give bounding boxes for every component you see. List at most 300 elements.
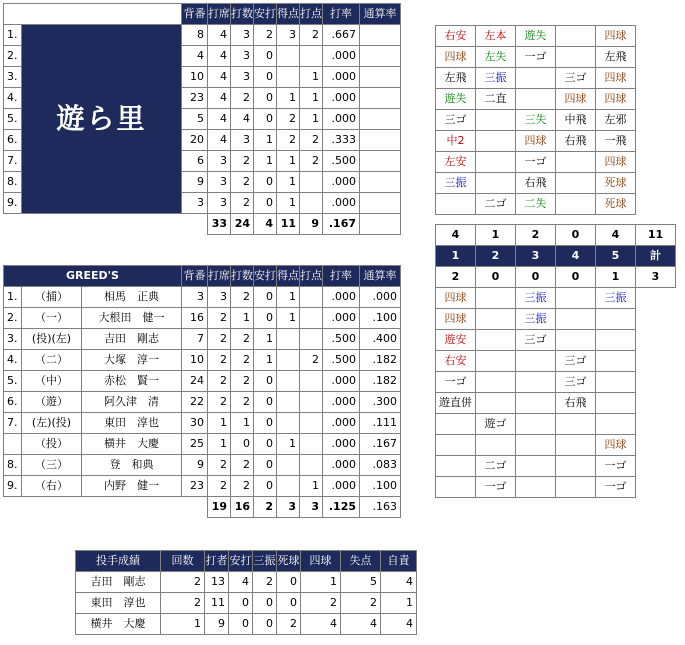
stat-ab: 3 <box>231 25 254 46</box>
order-number: 8. <box>4 455 22 476</box>
stat-cavg: .100 <box>360 308 401 329</box>
stat-avg: .667 <box>323 25 360 46</box>
play-result <box>516 477 556 498</box>
player-name: 大塚 淳一 <box>82 350 182 371</box>
stat-rbi <box>300 287 323 308</box>
column-header: 背番 <box>182 266 208 287</box>
pitching-stat: 0 <box>229 593 253 614</box>
column-header: 回数 <box>161 551 205 572</box>
stat-r <box>277 350 300 371</box>
play-result: 三振 <box>516 309 556 330</box>
play-result: 遊直併 <box>436 393 476 414</box>
table-row <box>4 350 401 371</box>
order-number <box>4 434 22 455</box>
score-team2: 0 <box>516 267 556 288</box>
play-result <box>596 393 636 414</box>
stat-rbi <box>300 193 323 214</box>
play-row <box>436 393 636 414</box>
play-result <box>596 351 636 372</box>
stat-avg: .000 <box>323 392 360 413</box>
inning-number: 1 <box>436 246 476 267</box>
player-name: 大根田 健一 <box>82 308 182 329</box>
total-ab: 16 <box>231 497 254 518</box>
stat-rbi: 2 <box>300 151 323 172</box>
play-result <box>476 372 516 393</box>
play-result <box>516 414 556 435</box>
play-result: 二失 <box>516 194 556 215</box>
play-row <box>436 351 636 372</box>
stat-num: 6 <box>182 151 208 172</box>
stat-r <box>277 413 300 434</box>
play-result <box>476 330 516 351</box>
pitching-stat: 1 <box>301 572 341 593</box>
stat-h: 1 <box>254 130 277 151</box>
stat-rbi: 1 <box>300 88 323 109</box>
table-row <box>4 455 401 476</box>
stat-cavg <box>360 193 401 214</box>
column-header: 打点 <box>300 266 323 287</box>
order-number: 9. <box>4 476 22 497</box>
table-row <box>4 476 401 497</box>
play-result: 三振 <box>596 288 636 309</box>
stat-num: 9 <box>182 455 208 476</box>
order-number: 6. <box>4 130 22 151</box>
total-rbi: 3 <box>300 497 323 518</box>
play-result: 右飛 <box>556 393 596 414</box>
score-team1: 11 <box>636 225 676 246</box>
score-team1: 1 <box>476 225 516 246</box>
stat-h: 1 <box>254 151 277 172</box>
pitching-stat: 0 <box>253 593 277 614</box>
play-result: 三ゴ <box>436 110 476 131</box>
stat-ab: 3 <box>231 67 254 88</box>
stat-avg: .000 <box>323 193 360 214</box>
stat-pa: 1 <box>208 434 231 455</box>
order-number: 2. <box>4 46 22 67</box>
stat-pa: 4 <box>208 88 231 109</box>
play-result <box>556 173 596 194</box>
play-result <box>436 435 476 456</box>
stat-cavg: .111 <box>360 413 401 434</box>
score-team2: 0 <box>476 267 516 288</box>
table-row <box>4 392 401 413</box>
column-header: 打数 <box>231 266 254 287</box>
column-header: 三振 <box>253 551 277 572</box>
stat-ab: 2 <box>231 151 254 172</box>
stat-cavg <box>360 130 401 151</box>
total-r: 3 <box>277 497 300 518</box>
pitching-stat: 11 <box>205 593 229 614</box>
stat-rbi <box>300 371 323 392</box>
position: （投） <box>22 434 82 455</box>
play-result <box>476 110 516 131</box>
order-number: 9. <box>4 193 22 214</box>
play-row <box>436 288 636 309</box>
stat-ab: 2 <box>231 193 254 214</box>
play-result: 四球 <box>596 26 636 47</box>
stat-cavg <box>360 151 401 172</box>
pitcher-name: 吉田 剛志 <box>76 572 161 593</box>
total-rbi: 9 <box>300 214 323 235</box>
stat-r <box>277 392 300 413</box>
play-result: 遊失 <box>436 89 476 110</box>
stat-cavg: .100 <box>360 476 401 497</box>
play-result <box>556 47 596 68</box>
play-result <box>516 435 556 456</box>
stat-pa: 2 <box>208 308 231 329</box>
stat-rbi: 1 <box>300 67 323 88</box>
order-number: 2. <box>4 308 22 329</box>
stat-cavg <box>360 25 401 46</box>
stat-cavg <box>360 46 401 67</box>
inning-number: 4 <box>556 246 596 267</box>
pitching-stat: 2 <box>161 572 205 593</box>
play-row <box>436 456 636 477</box>
stat-r <box>277 46 300 67</box>
play-result: 右安 <box>436 351 476 372</box>
score-team2: 2 <box>436 267 476 288</box>
play-result <box>436 414 476 435</box>
stat-h: 0 <box>254 455 277 476</box>
stat-pa: 4 <box>208 67 231 88</box>
table-row <box>4 371 401 392</box>
stat-num: 3 <box>182 287 208 308</box>
play-result: 一ゴ <box>436 372 476 393</box>
stat-h: 1 <box>254 329 277 350</box>
header-blank <box>4 4 182 25</box>
column-header: 死球 <box>277 551 301 572</box>
table-row <box>76 572 417 593</box>
score-team1: 4 <box>596 225 636 246</box>
stat-h: 0 <box>254 392 277 413</box>
stat-avg: .000 <box>323 371 360 392</box>
team2-batting-table <box>3 265 401 518</box>
stat-r: 1 <box>277 88 300 109</box>
stat-avg: .000 <box>323 88 360 109</box>
stat-r: 1 <box>277 434 300 455</box>
stat-rbi <box>300 46 323 67</box>
stat-cavg: .083 <box>360 455 401 476</box>
stat-num: 10 <box>182 350 208 371</box>
score-team2: 3 <box>636 267 676 288</box>
stat-r <box>277 455 300 476</box>
stat-num: 23 <box>182 476 208 497</box>
stat-pa: 2 <box>208 371 231 392</box>
stat-num: 4 <box>182 46 208 67</box>
stat-avg: .000 <box>323 67 360 88</box>
stat-avg: .000 <box>323 172 360 193</box>
play-result: 一ゴ <box>516 152 556 173</box>
stat-ab: 2 <box>231 455 254 476</box>
play-result: 三ゴ <box>556 68 596 89</box>
pitching-stat: 4 <box>381 572 417 593</box>
stat-pa: 4 <box>208 46 231 67</box>
play-result <box>436 194 476 215</box>
scoreboard-row <box>436 246 676 267</box>
play-result <box>476 152 516 173</box>
column-header: 得点 <box>277 266 300 287</box>
stat-rbi <box>300 392 323 413</box>
stat-ab: 0 <box>231 434 254 455</box>
stat-cavg <box>360 88 401 109</box>
play-result <box>476 173 516 194</box>
stat-pa: 4 <box>208 25 231 46</box>
position: （捕） <box>22 287 82 308</box>
play-result: 三振 <box>476 68 516 89</box>
play-result <box>556 288 596 309</box>
stat-rbi <box>300 172 323 193</box>
stat-ab: 2 <box>231 172 254 193</box>
player-name: 東田 淳也 <box>82 413 182 434</box>
play-result: 遊安 <box>436 330 476 351</box>
column-header: 通算率 <box>360 4 401 25</box>
play-row <box>436 309 636 330</box>
stat-h: 0 <box>254 287 277 308</box>
play-result: 四球 <box>436 47 476 68</box>
pitching-stat: 0 <box>253 614 277 635</box>
inning-number: 計 <box>636 246 676 267</box>
pitching-stat: 2 <box>161 593 205 614</box>
play-result: 右飛 <box>516 173 556 194</box>
score-team1: 2 <box>516 225 556 246</box>
play-result: 一ゴ <box>516 47 556 68</box>
play-row <box>436 89 636 110</box>
play-row <box>436 330 636 351</box>
position: （二） <box>22 350 82 371</box>
pitching-stat: 2 <box>253 572 277 593</box>
column-header: 打者 <box>205 551 229 572</box>
column-header: 通算率 <box>360 266 401 287</box>
position: （遊） <box>22 392 82 413</box>
stat-num: 5 <box>182 109 208 130</box>
total-ab: 24 <box>231 214 254 235</box>
stat-ab: 2 <box>231 476 254 497</box>
team1-header-row <box>4 4 401 25</box>
player-name: 内野 健一 <box>82 476 182 497</box>
stat-num: 23 <box>182 88 208 109</box>
stat-avg: .000 <box>323 287 360 308</box>
order-number: 5. <box>4 109 22 130</box>
stat-avg: .333 <box>323 130 360 151</box>
position: (投)(左) <box>22 329 82 350</box>
play-result: 二直 <box>476 89 516 110</box>
stat-h: 0 <box>254 371 277 392</box>
play-result <box>476 435 516 456</box>
table-row <box>4 25 401 46</box>
stat-r <box>277 329 300 350</box>
column-header: 投手成績 <box>76 551 161 572</box>
inning-number: 5 <box>596 246 636 267</box>
stat-num: 24 <box>182 371 208 392</box>
play-result <box>556 330 596 351</box>
pitching-stat: 0 <box>229 614 253 635</box>
stat-h: 0 <box>254 308 277 329</box>
inning-number: 2 <box>476 246 516 267</box>
player-name: 横井 大慶 <box>82 434 182 455</box>
stat-num: 25 <box>182 434 208 455</box>
stat-ab: 3 <box>231 130 254 151</box>
pitcher-name: 横井 大慶 <box>76 614 161 635</box>
stat-rbi <box>300 308 323 329</box>
column-header: 打席 <box>208 266 231 287</box>
play-result <box>476 131 516 152</box>
stat-h: 0 <box>254 434 277 455</box>
table-row <box>4 413 401 434</box>
play-result <box>556 309 596 330</box>
play-result: 遊失 <box>516 26 556 47</box>
table-row <box>4 287 401 308</box>
column-header: 失点 <box>341 551 381 572</box>
order-number: 3. <box>4 329 22 350</box>
column-header: 安打 <box>254 4 277 25</box>
column-header: 安打 <box>229 551 253 572</box>
scoreboard <box>435 224 676 288</box>
total-cavg <box>360 214 401 235</box>
pitching-stat: 2 <box>277 614 301 635</box>
total-pa: 33 <box>208 214 231 235</box>
stat-rbi: 2 <box>300 25 323 46</box>
play-result: 三振 <box>436 173 476 194</box>
column-header: 打率 <box>323 4 360 25</box>
play-result: 左失 <box>476 47 516 68</box>
stat-rbi: 1 <box>300 109 323 130</box>
play-row <box>436 47 636 68</box>
play-row <box>436 372 636 393</box>
pitcher-name: 東田 淳也 <box>76 593 161 614</box>
stat-pa: 1 <box>208 413 231 434</box>
stat-ab: 1 <box>231 308 254 329</box>
stat-r: 1 <box>277 172 300 193</box>
stat-ab: 2 <box>231 287 254 308</box>
player-name: 赤松 賢一 <box>82 371 182 392</box>
stat-pa: 2 <box>208 476 231 497</box>
column-header: 安打 <box>254 266 277 287</box>
score-team1: 4 <box>436 225 476 246</box>
play-result <box>596 330 636 351</box>
play-result <box>516 393 556 414</box>
play-result <box>596 309 636 330</box>
team2-totals-row <box>4 497 401 518</box>
stat-r <box>277 67 300 88</box>
table-row <box>76 614 417 635</box>
play-result: 三失 <box>516 110 556 131</box>
stat-pa: 2 <box>208 350 231 371</box>
stat-ab: 1 <box>231 413 254 434</box>
column-header: 得点 <box>277 4 300 25</box>
scoreboard-row <box>436 225 676 246</box>
stat-r: 3 <box>277 25 300 46</box>
play-result: 死球 <box>596 173 636 194</box>
stat-avg: .500 <box>323 329 360 350</box>
play-result <box>556 477 596 498</box>
play-row <box>436 173 636 194</box>
stat-pa: 3 <box>208 172 231 193</box>
stat-h: 0 <box>254 413 277 434</box>
pitching-stat: 4 <box>301 614 341 635</box>
inning-number: 3 <box>516 246 556 267</box>
play-result: 左飛 <box>596 47 636 68</box>
total-cavg: .163 <box>360 497 401 518</box>
pitching-stat: 4 <box>341 614 381 635</box>
total-h: 2 <box>254 497 277 518</box>
pitching-stat: 9 <box>205 614 229 635</box>
play-result <box>556 194 596 215</box>
position: (左)(投) <box>22 413 82 434</box>
play-result <box>516 456 556 477</box>
stat-num: 10 <box>182 67 208 88</box>
column-header: 打数 <box>231 4 254 25</box>
column-header: 打点 <box>300 4 323 25</box>
stat-h: 0 <box>254 109 277 130</box>
play-result: 右飛 <box>556 131 596 152</box>
stat-h: 0 <box>254 67 277 88</box>
play-row <box>436 435 636 456</box>
stat-rbi: 1 <box>300 476 323 497</box>
play-row <box>436 414 636 435</box>
order-number: 3. <box>4 67 22 88</box>
order-number: 1. <box>4 25 22 46</box>
stat-cavg: .182 <box>360 371 401 392</box>
play-result: 三ゴ <box>556 351 596 372</box>
stat-h: 0 <box>254 193 277 214</box>
play-result: 二ゴ <box>476 456 516 477</box>
stat-ab: 2 <box>231 350 254 371</box>
stat-pa: 2 <box>208 392 231 413</box>
order-number: 1. <box>4 287 22 308</box>
stat-num: 16 <box>182 308 208 329</box>
stat-avg: .000 <box>323 413 360 434</box>
play-result: 四球 <box>596 152 636 173</box>
play-result <box>476 393 516 414</box>
stat-pa: 2 <box>208 329 231 350</box>
pitching-stat: 2 <box>341 593 381 614</box>
score-team1: 0 <box>556 225 596 246</box>
stat-avg: .500 <box>323 350 360 371</box>
stat-cavg: .400 <box>360 329 401 350</box>
stat-h: 2 <box>254 25 277 46</box>
play-result: 四球 <box>516 131 556 152</box>
column-header: 打率 <box>323 266 360 287</box>
play-result <box>556 414 596 435</box>
stat-cavg <box>360 67 401 88</box>
player-name: 阿久津 清 <box>82 392 182 413</box>
pitching-stat: 13 <box>205 572 229 593</box>
stat-rbi <box>300 434 323 455</box>
position: （三） <box>22 455 82 476</box>
play-result: 四球 <box>436 309 476 330</box>
play-result <box>596 372 636 393</box>
pitching-stat: 5 <box>341 572 381 593</box>
table-row <box>4 329 401 350</box>
stat-ab: 3 <box>231 46 254 67</box>
stat-h: 0 <box>254 88 277 109</box>
stat-cavg: .000 <box>360 287 401 308</box>
order-number: 4. <box>4 88 22 109</box>
stat-ab: 2 <box>231 329 254 350</box>
stat-avg: .000 <box>323 476 360 497</box>
position: （一） <box>22 308 82 329</box>
pitching-stat: 1 <box>161 614 205 635</box>
stat-pa: 3 <box>208 287 231 308</box>
play-result: 左飛 <box>436 68 476 89</box>
stat-r <box>277 371 300 392</box>
play-result <box>556 435 596 456</box>
play-result: 四球 <box>596 89 636 110</box>
play-result: 四球 <box>596 435 636 456</box>
team-name: 遊ら里 <box>22 25 182 214</box>
player-name: 相馬 正典 <box>82 287 182 308</box>
totals-blank <box>4 497 208 518</box>
